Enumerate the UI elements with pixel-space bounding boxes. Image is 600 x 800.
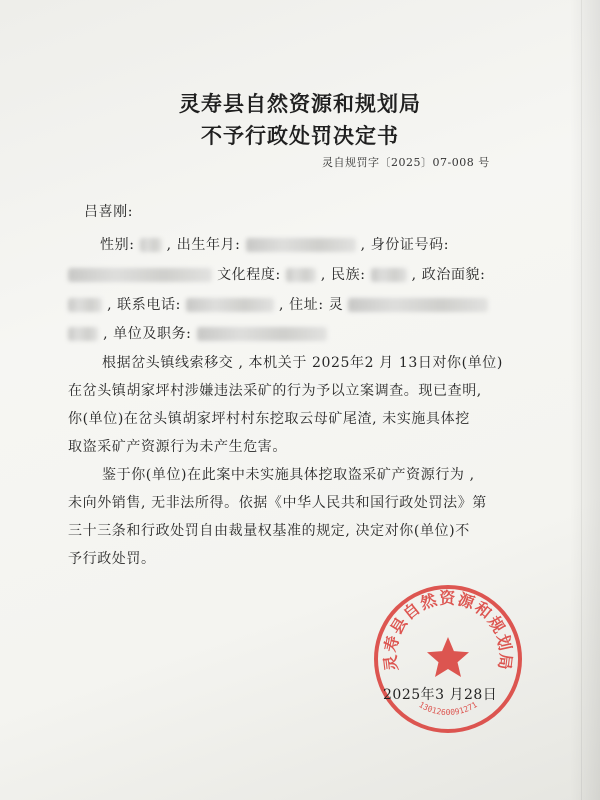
party-info-line-1 (100, 234, 449, 254)
para2-line-3: 三十三条和行政处罚自由裁量权基准的规定, 决定对你(单位)不 (68, 523, 470, 539)
redacted-education (286, 268, 316, 282)
para2-line-2: 未向外销售, 无非法所得。依据《中华人民共和国行政处罚法》第 (68, 495, 487, 511)
party-info-line-4 (68, 323, 327, 343)
para1-line-4: 取盗采矿产资源行为未产生危害。 (68, 439, 287, 455)
party-info-line-3 (68, 294, 488, 314)
seal-code-text: 1301260091271 (417, 700, 479, 718)
redacted-political-status (68, 298, 102, 312)
party-info-line-2 (68, 264, 485, 284)
ethnicity-label: , 民族: (320, 267, 366, 283)
id-label: , 身份证号码: (360, 237, 450, 253)
recipient-name: 吕喜刚: (84, 204, 134, 220)
seal-ring-text: 灵寿县自然资源和规划局 (380, 588, 516, 673)
political-label: , 政治面貌: (411, 267, 486, 283)
document-title: 不予行政处罚决定书 (201, 123, 399, 148)
redacted-gender (140, 238, 162, 252)
redacted-phone (186, 298, 274, 312)
address-label: , 住址: (279, 297, 324, 313)
gender-label: 性别: (100, 237, 135, 253)
para1-line-1: 根据岔头镇线索移交 , 本机关于 2025年2 月 13日对你(单位) (102, 355, 503, 371)
birth-label: , 出生年月: (166, 237, 241, 253)
education-label: 文化程度: (217, 267, 281, 283)
issuing-authority-title: 灵寿县自然资源和规划局 (179, 91, 421, 116)
para1-line-2: 在岔头镇胡家坪村涉嫌违法采矿的行为予以立案调查。现已查明, (68, 383, 482, 399)
redacted-birth-date (246, 238, 356, 252)
para2-line-1: 鉴于你(单位)在此案中未实施具体挖取盗采矿产资源行为 , (102, 467, 475, 483)
signature-date: 2025年3 月28日 (383, 687, 498, 703)
redacted-id-number (68, 268, 212, 282)
employer-label: , 单位及职务: (103, 326, 192, 342)
redacted-ethnicity (371, 268, 407, 282)
document-number: 灵自规罚字〔2025〕07-008 号 (322, 156, 490, 169)
redacted-address (348, 298, 488, 312)
para2-line-4: 予行政处罚。 (68, 551, 156, 567)
phone-label: , 联系电话: (107, 297, 181, 313)
para1-line-3: 你(单位)在岔头镇胡家坪村村东挖取云母矿尾渣, 未实施具体挖 (68, 411, 470, 427)
redacted-address-cont (68, 327, 98, 341)
redacted-employer (197, 327, 327, 341)
address-partial: 灵 (328, 297, 344, 313)
seal-star-icon (427, 637, 469, 677)
official-seal (372, 583, 524, 735)
